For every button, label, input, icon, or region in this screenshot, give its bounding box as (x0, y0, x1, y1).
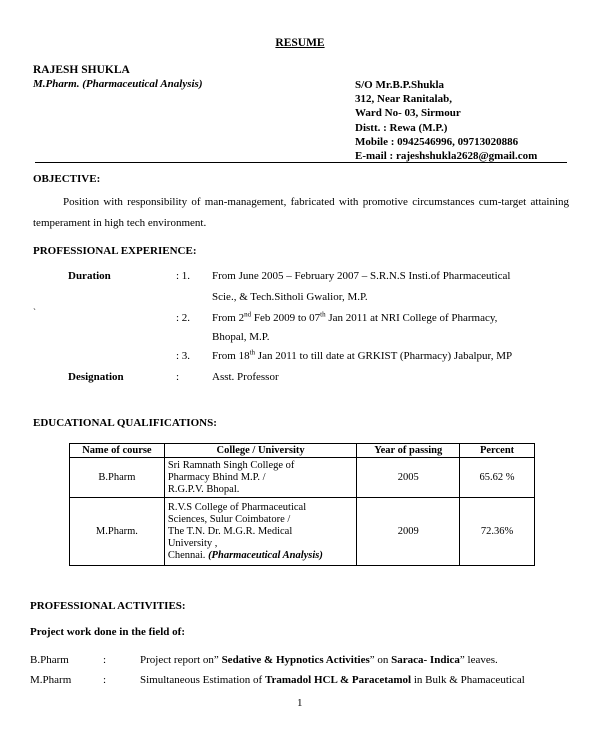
activity-description: Simultaneous Estimation of Tramadol HCL & Paracetamol in Bulk & Phamaceutical (140, 674, 525, 686)
table-row (70, 458, 535, 498)
designation-colon: : (176, 371, 180, 383)
objective-heading: OBJECTIVE: (33, 173, 101, 185)
address-line: Distt. : Rewa (M.P.) (355, 121, 448, 134)
experience-line: From 2nd Feb 2009 to 07th Jan 2011 at NRI College of Pharmacy, (212, 310, 498, 324)
table-header-row (70, 444, 535, 458)
email-line: E-mail : rajeshshukla2628@gmail.com (355, 150, 538, 163)
experience-num-1: : 1. (176, 270, 191, 282)
column-header: Year of passing (357, 444, 460, 458)
objective-text (33, 192, 569, 234)
percent-cell: 65.62 % (460, 458, 535, 498)
college-cell: R.V.S College of Pharmaceutical Sciences, Sulur Coimbatore / The T.N. Dr. M.G.R. Medical University , Chennai. (Pharmaceutical Analysis) (164, 498, 357, 566)
experience-num-2: : 2. (176, 312, 191, 324)
course-cell: B.Pharm (70, 458, 165, 498)
experience-heading: PROFESSIONAL EXPERIENCE: (33, 245, 197, 257)
address-line: 312, Near Ranitalab, (355, 93, 452, 106)
column-header: Percent (460, 444, 535, 458)
column-header: College / University (164, 444, 357, 458)
activity-description: Project report on” Sedative & Hypnotics Activities” on Saraca- Indica” leaves. (140, 654, 498, 666)
experience-line: From June 2005 – February 2007 – S.R.N.S Insti.of Pharmaceutical (212, 270, 511, 282)
address-line: S/O Mr.B.P.Shukla (355, 79, 445, 91)
education-table (69, 443, 535, 566)
experience-line: From 18th Jan 2011 to till date at GRKIST (Pharmacy) Jabalpur, MP (212, 348, 513, 362)
page-title: RESUME (275, 37, 325, 49)
activity-colon: : (103, 654, 107, 666)
mobile-line: Mobile : 0942546996, 09713020886 (355, 135, 519, 148)
activity-course: M.Pharm (30, 674, 72, 686)
header-divider (35, 162, 567, 163)
year-cell: 2005 (357, 458, 460, 498)
activity-colon: : (103, 674, 107, 686)
candidate-degree: M.Pharm. (Pharmaceutical Analysis) (33, 78, 203, 90)
column-header: Name of course (70, 444, 165, 458)
activities-heading: PROFESSIONAL ACTIVITIES: (30, 600, 186, 612)
duration-label: Duration (68, 270, 111, 282)
experience-line: Bhopal, M.P. (212, 331, 270, 343)
percent-cell: 72.36% (460, 498, 535, 566)
course-cell: M.Pharm. (70, 498, 165, 566)
address-line: Ward No- 03, Sirmour (355, 107, 461, 120)
designation-value: Asst. Professor (212, 371, 279, 383)
activity-course: B.Pharm (30, 654, 69, 666)
designation-label: Designation (68, 371, 124, 383)
stray-mark: ` (33, 307, 36, 317)
year-cell: 2009 (357, 498, 460, 566)
page-number: 1 (297, 697, 303, 709)
objective-body: Position with responsibility of man-management, fabricated with promotive circumstances cum-target attaining temperament in high tech environment. (33, 196, 569, 229)
education-heading: EDUCATIONAL QUALIFICATIONS: (33, 417, 217, 429)
candidate-name: RAJESH SHUKLA (33, 64, 130, 76)
college-cell: Sri Ramnath Singh College of Pharmacy Bhind M.P. / R.G.P.V. Bhopal. (164, 458, 357, 498)
experience-line: Scie., & Tech.Sitholi Gwalior, M.P. (212, 291, 368, 303)
contact-address (355, 78, 537, 163)
table-row (70, 498, 535, 566)
experience-num-3: : 3. (176, 350, 191, 362)
activities-subheading: Project work done in the field of: (30, 626, 185, 638)
